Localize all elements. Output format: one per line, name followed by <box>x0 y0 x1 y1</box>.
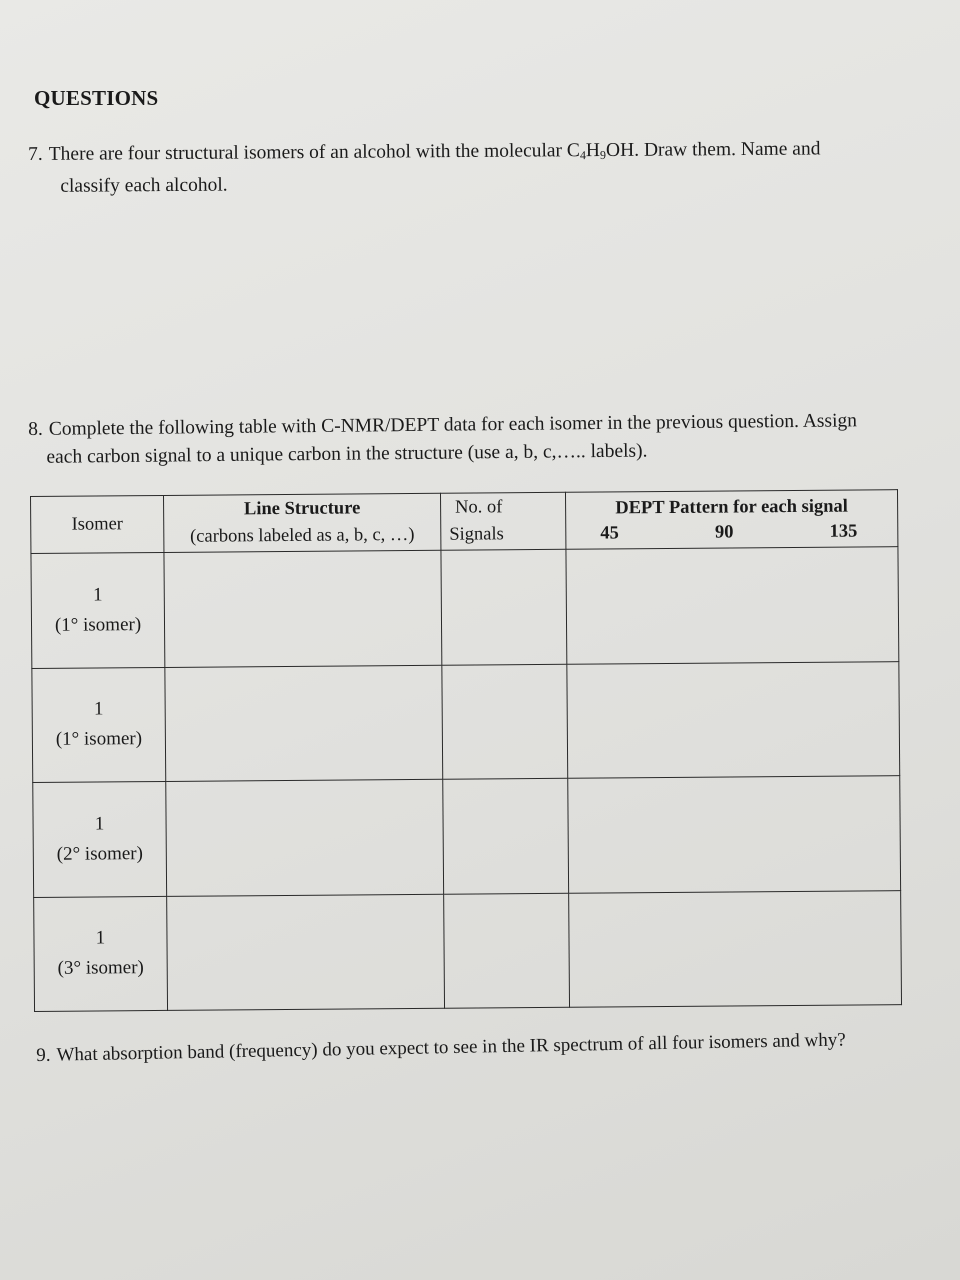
question-8-number: 8. <box>28 418 43 440</box>
isomer-number: 1 <box>94 813 105 835</box>
question-7-line-2: classify each alcohol. <box>60 174 228 197</box>
question-7 <box>28 135 908 201</box>
dept-45-label: 45 <box>600 523 619 544</box>
question-8-line-2: each carbon signal to a unique carbon in the structure (use a, b, c,….. labels). <box>46 440 648 468</box>
line-structure-cell[interactable] <box>165 665 443 782</box>
subscript-4: 4 <box>579 148 586 163</box>
question-8-line-1: Complete the following table with C-NMR/DEPT data for each isomer in the previous question. Assign <box>48 410 858 440</box>
table-row <box>31 547 899 668</box>
header-isomer: Isomer <box>31 495 164 553</box>
dept-90-label: 90 <box>714 522 734 543</box>
question-7-text-h: H <box>585 140 601 162</box>
question-7-text-a: There are four structural isomers of an alcohol with the molecular C <box>48 140 580 165</box>
dept-cell[interactable] <box>568 776 901 893</box>
header-line-structure <box>163 493 440 552</box>
section-heading: QUESTIONS <box>34 86 159 110</box>
question-9 <box>36 1025 926 1070</box>
header-line-structure-title: Line Structure <box>243 498 361 520</box>
isomer-number: 1 <box>93 698 104 720</box>
header-signals-1: No. of <box>455 497 503 518</box>
isomer-class: (1° isomer) <box>54 613 142 636</box>
isomer-number: 1 <box>95 927 106 949</box>
signals-cell[interactable] <box>442 664 568 779</box>
question-7-number: 7. <box>28 143 43 165</box>
signals-cell[interactable] <box>443 778 569 893</box>
signals-cell[interactable] <box>441 549 567 664</box>
signals-cell[interactable] <box>444 893 570 1008</box>
table-header-row <box>31 490 898 554</box>
table-row <box>32 661 900 782</box>
isomer-class: (2° isomer) <box>56 842 144 865</box>
header-line-structure-sub: (carbons labeled as a, b, c, …) <box>189 524 415 547</box>
isomer-cell <box>34 896 168 1012</box>
header-signals-2: Signals <box>449 524 504 545</box>
isomer-cell <box>32 667 166 783</box>
question-9-text: What absorption band (frequency) do you expect to see in the IR spectrum of all four isomers and why? <box>56 1029 846 1066</box>
header-dept-title: DEPT Pattern for each signal <box>615 496 848 519</box>
isomer-class: (1° isomer) <box>55 728 143 751</box>
isomer-class: (3° isomer) <box>57 957 144 980</box>
dept-cell[interactable] <box>567 661 900 778</box>
subscript-9: 9 <box>599 147 607 163</box>
dept-135-label: 135 <box>829 521 858 542</box>
header-dept-angles <box>566 521 897 545</box>
line-structure-cell[interactable] <box>167 894 445 1011</box>
table-row <box>34 890 902 1011</box>
line-structure-cell[interactable] <box>164 550 442 667</box>
table-row <box>33 776 901 897</box>
dept-cell[interactable] <box>566 547 899 664</box>
header-dept <box>565 490 897 550</box>
line-structure-cell[interactable] <box>166 779 444 896</box>
isomer-number: 1 <box>92 584 103 606</box>
isomer-cell <box>33 781 167 897</box>
header-signals <box>440 492 565 550</box>
question-7-text-b: OH. Draw them. Name and <box>605 138 821 161</box>
dept-cell[interactable] <box>569 890 902 1007</box>
question-8 <box>28 407 909 472</box>
nmr-dept-table <box>30 489 902 1012</box>
isomer-cell <box>31 552 165 668</box>
question-9-number: 9. <box>36 1044 51 1066</box>
nmr-table-wrapper <box>30 489 902 1012</box>
